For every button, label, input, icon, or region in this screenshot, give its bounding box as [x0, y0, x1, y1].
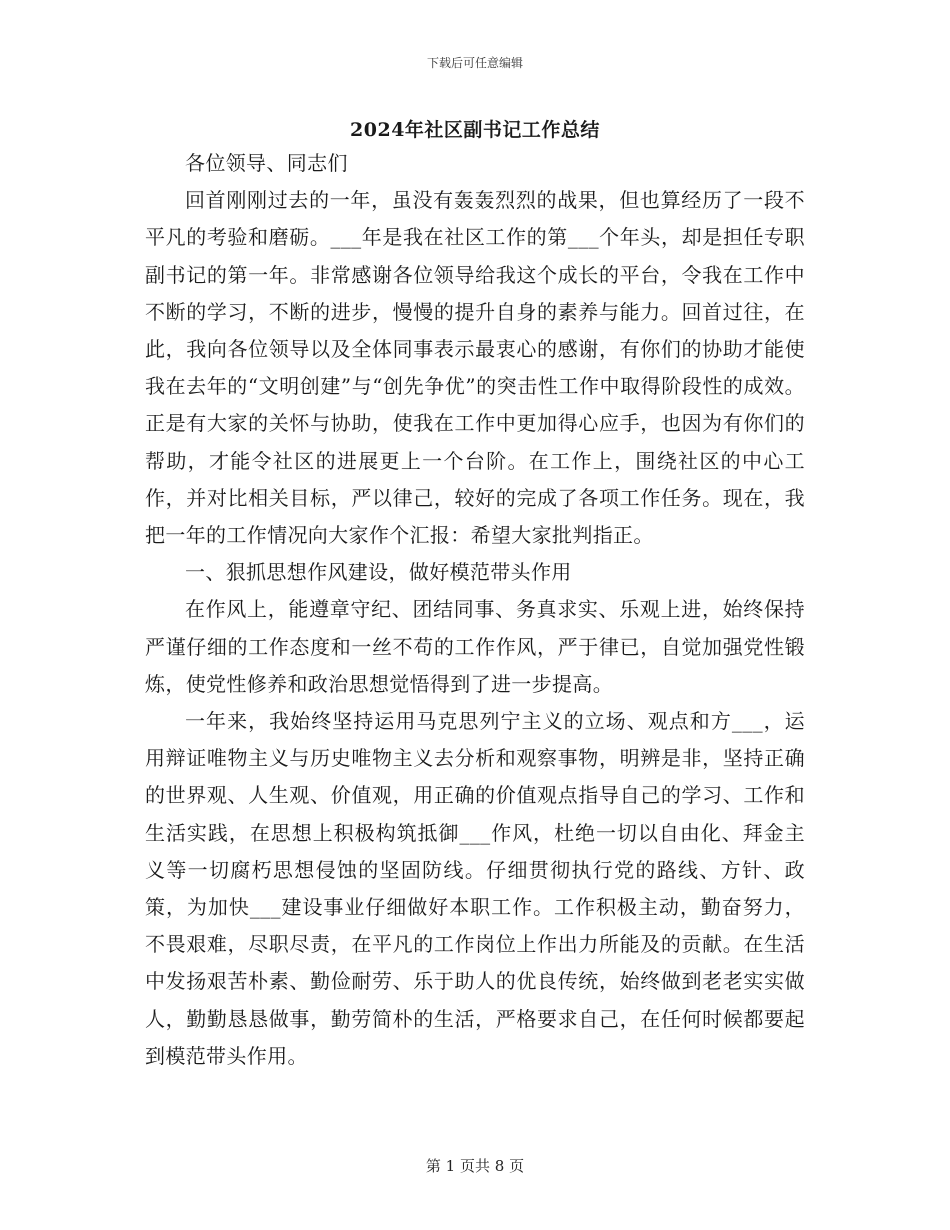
- document-body: [145, 145, 805, 1075]
- paragraph-style: 在作风上，能遵章守纪、团结同事、务真求实、乐观上进，始终保持严谨仔细的工作态度和一丝不苟的工作作风，严于律已，自觉加强党性锻炼，使党性修养和政治思想觉悟得到了进一步提高。: [145, 597, 805, 696]
- page-footer: 第 1 页共 8 页: [425, 1157, 525, 1175]
- paragraph-intro: 回首刚刚过去的一年，虽没有轰轰烈烈的战果，但也算经历了一段不平凡的考验和磨砺。___年是我在社区工作的第___个年头，却是担任专职副书记的第一年。非常感谢各位领导给我这个成长的平台，令我在工作中不断的学习，不断的进步，慢慢的提升自身的素养与能力。回首过往，在此，我向各位领导以及全体同事表示最衷心的感谢，有你们的协助才能使我在去年的“文明创建”与“创先争优”的突击性工作中取得阶段性的成效。正是有大家的关怀与协助，使我在工作中更加得心应手，也因为有你们的帮助，才能令社区的进展更上一个台阶。在工作上，围绕社区的中心工作，并对比相关目标，严以律己，较好的完成了各项工作任务。现在，我把一年的工作情况向大家作个汇报：希望大家批判指正。: [145, 188, 805, 548]
- header-note: 下载后可任意编辑: [426, 56, 523, 70]
- document-title: 2024年社区副书记工作总结: [350, 119, 600, 141]
- salutation: 各位领导、同志们: [185, 151, 348, 175]
- paragraph-ideology: 一年来，我始终坚持运用马克思列宁主义的立场、观点和方___，运用辩证唯物主义与历史唯物主义去分析和观察事物，明辨是非，坚持正确的世界观、人生观、价值观，用正确的价值观点指导自己的学习、工作和生活实践，在思想上积极构筑抵御___作风，杜绝一切以自由化、拜金主义等一切腐朽思想侵蚀的坚固防线。仔细贯彻执行党的路线、方针、政策，为加快___建设事业仔细做好本职工作。工作积极主动，勤奋努力，不畏艰难，尽职尽责，在平凡的工作岗位上作出力所能及的贡献。在生活中发扬艰苦朴素、勤俭耐劳、乐于助人的优良传统，始终做到老老实实做人，勤勤恳恳做事，勤劳简朴的生活，严格要求自己，在任何时候都要起到模范带头作用。: [145, 709, 805, 1068]
- section-heading: 一、狠抓思想作风建设，做好模范带头作用: [185, 560, 572, 585]
